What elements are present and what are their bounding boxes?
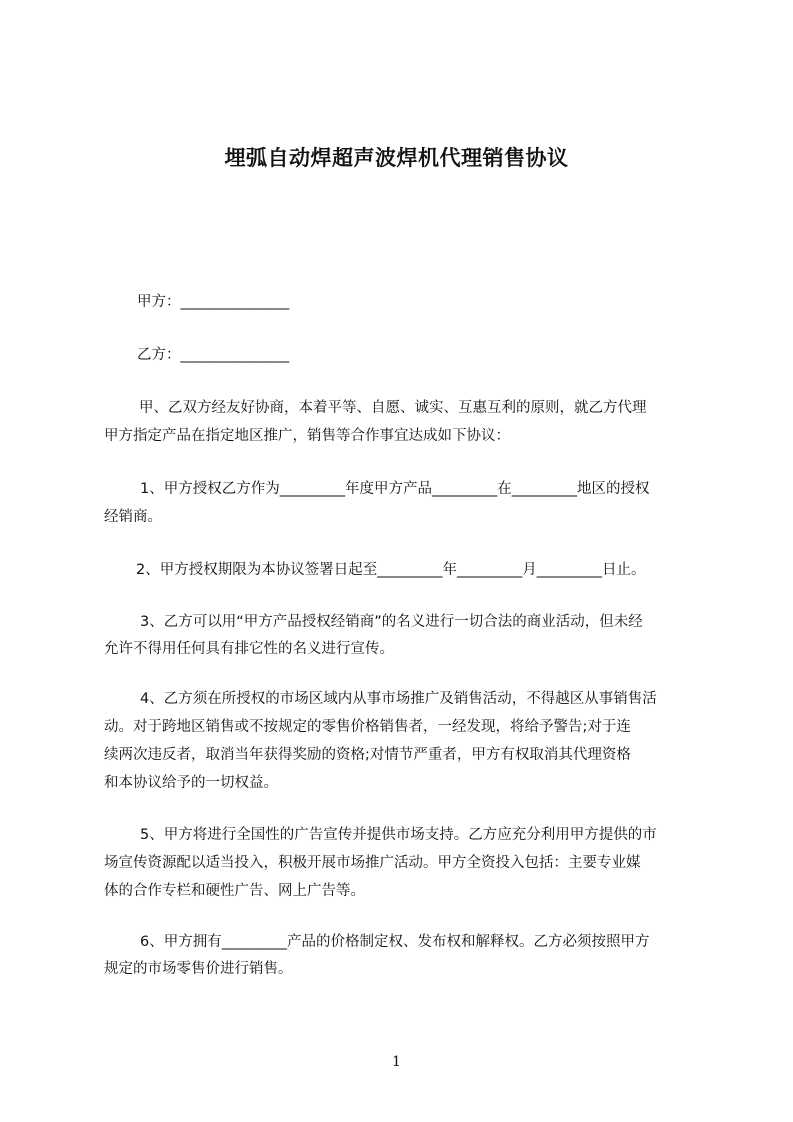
clause-4-line-2: 动。对于跨地区销售或不按规定的零售价格销售者，一经发现，将给予警告;对于连 bbox=[104, 719, 631, 735]
clause-5-line-2: 场宣传资源配以适当投入，积极开展市场推广活动。甲方全资投入包括：主要专业媒 bbox=[104, 855, 641, 871]
page-number: 1 bbox=[392, 1054, 401, 1070]
clause-3-line-2: 允许不得用任何具有排它性的名义进行宣传。 bbox=[104, 641, 394, 657]
clause-6-line-1: 6、甲方拥有_________产品的价格制定权、发布权和解释权。乙方必须按照甲方 bbox=[140, 934, 650, 950]
document-title: 埋弧自动焊超声波焊机代理销售协议 bbox=[224, 146, 569, 170]
clause-4-line-4: 和本协议给予的一切权益。 bbox=[104, 775, 278, 791]
intro-line-1: 甲、乙双方经友好协商，本着平等、自愿、诚实、互惠互利的原则，就乙方代理 bbox=[139, 400, 647, 416]
clause-4-line-1: 4、乙方须在所授权的市场区域内从事市场推广及销售活动，不得越区从事销售活 bbox=[140, 691, 657, 707]
clause-3-line-1: 3、乙方可以用“甲方产品授权经销商”的名义进行一切合法的商业活动，但未经 bbox=[140, 614, 643, 630]
clause-5-line-1: 5、甲方将进行全国性的广告宣传并提供市场支持。乙方应充分利用甲方提供的市 bbox=[140, 827, 657, 843]
clause-1-line-1: 1、甲方授权乙方作为_________年度甲方产品_________在_________地区的授权 bbox=[140, 481, 650, 497]
clause-2-line-1: 2、甲方授权期限为本协议签署日起至_________年_________月_________日止。 bbox=[136, 562, 646, 578]
party-b-line: 乙方：_______________ bbox=[137, 347, 290, 363]
intro-line-2: 甲方指定产品在指定地区推广，销售等合作事宜达成如下协议： bbox=[104, 428, 510, 444]
clause-5-line-3: 体的合作专栏和硬性广告、网上广告等。 bbox=[104, 883, 365, 899]
clause-6-line-2: 规定的市场零售价进行销售。 bbox=[104, 961, 293, 977]
party-a-line: 甲方：_______________ bbox=[137, 294, 290, 310]
clause-4-line-3: 续两次违反者，取消当年获得奖励的资格;对情节严重者，甲方有权取消其代理资格 bbox=[104, 747, 631, 763]
clause-1-line-2: 经销商。 bbox=[104, 509, 162, 525]
